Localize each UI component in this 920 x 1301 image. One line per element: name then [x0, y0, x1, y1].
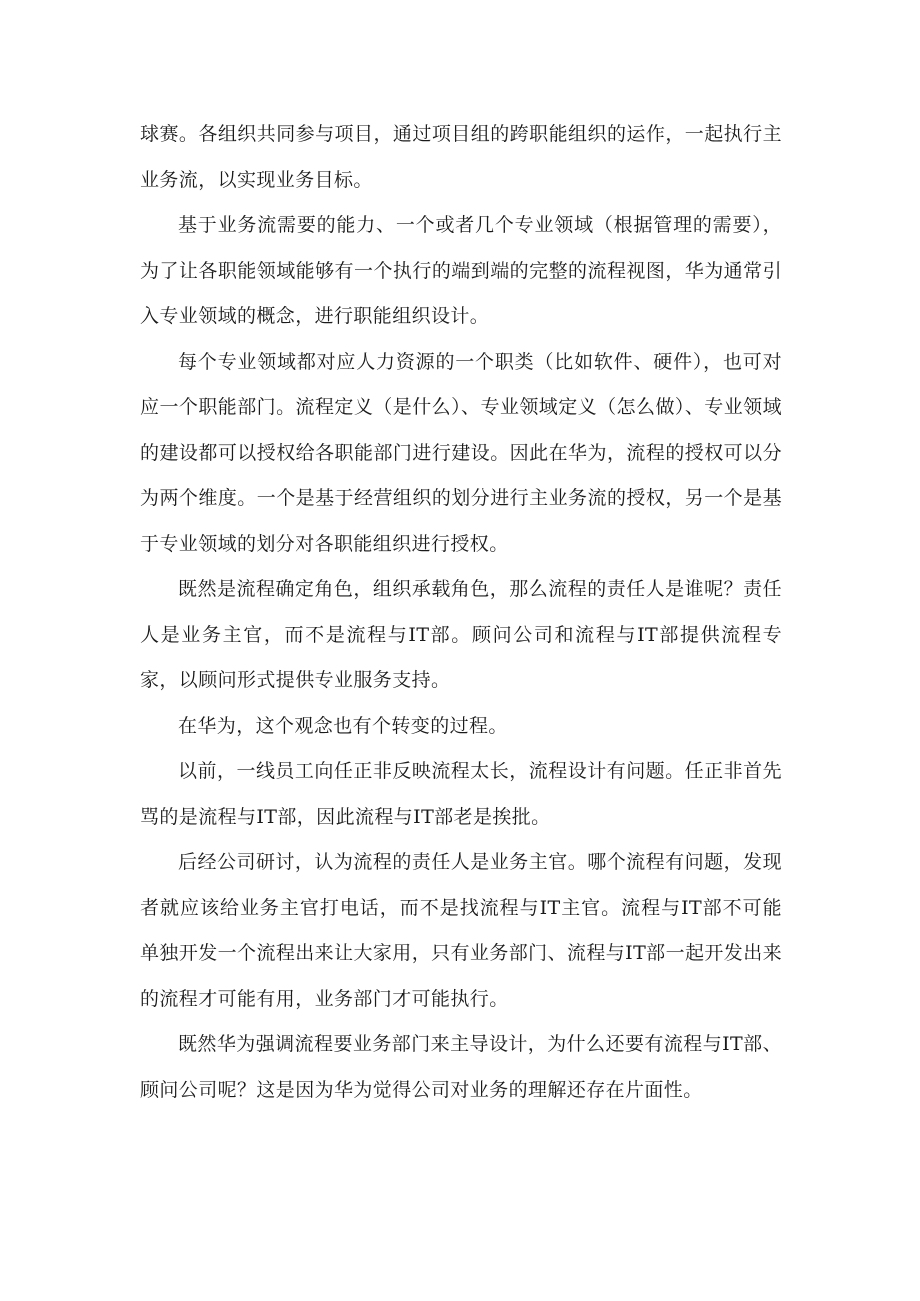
paragraph-2: 基于业务流需要的能力、一个或者几个专业领域（根据管理的需要），为了让各职能领域能够有一个执行的端到端的完整的流程视图，华为通常引入专业领域的概念，进行职能组织设计。	[140, 214, 782, 327]
paragraph-6: 以前，一线员工向任正非反映流程太长，流程设计有问题。任正非首先骂的是流程与IT部，因此流程与IT部老是挨批。	[140, 760, 782, 828]
paragraph-5: 在华为，这个观念也有个转变的过程。	[178, 714, 508, 737]
paragraph-3: 每个专业领域都对应人力资源的一个职类（比如软件、硬件），也可对应一个职能部门。流程定义（是什么）、专业领域定义（怎么做）、专业领域的建设都可以授权给各职能部门进行建设。因此在华为，流程的授权可以分为两个维度。一个是基于经营组织的划分进行主业务流的授权，另一个是基于专业领域的划分对各职能组织进行授权。	[140, 350, 782, 555]
paragraph-4: 既然是流程确定角色，组织承载角色，那么流程的责任人是谁呢？责任人是业务主官，而不是流程与IT部。顾问公司和流程与IT部提供流程专家，以顾问形式提供专业服务支持。	[140, 578, 782, 691]
paragraph-1: 球赛。各组织共同参与项目，通过项目组的跨职能组织的运作，一起执行主业务流，以实现业务目标。	[140, 123, 782, 191]
document-body	[140, 112, 782, 1113]
paragraph-8: 既然华为强调流程要业务部门来主导设计，为什么还要有流程与IT部、顾问公司呢？这是因为华为觉得公司对业务的理解还存在片面性。	[140, 1033, 782, 1101]
paragraph-7: 后经公司研讨，认为流程的责任人是业务主官。哪个流程有问题，发现者就应该给业务主官打电话，而不是找流程与IT主官。流程与IT部不可能单独开发一个流程出来让大家用，只有业务部门、流程与IT部一起开发出来的流程才可能有用，业务部门才可能执行。	[140, 851, 782, 1010]
